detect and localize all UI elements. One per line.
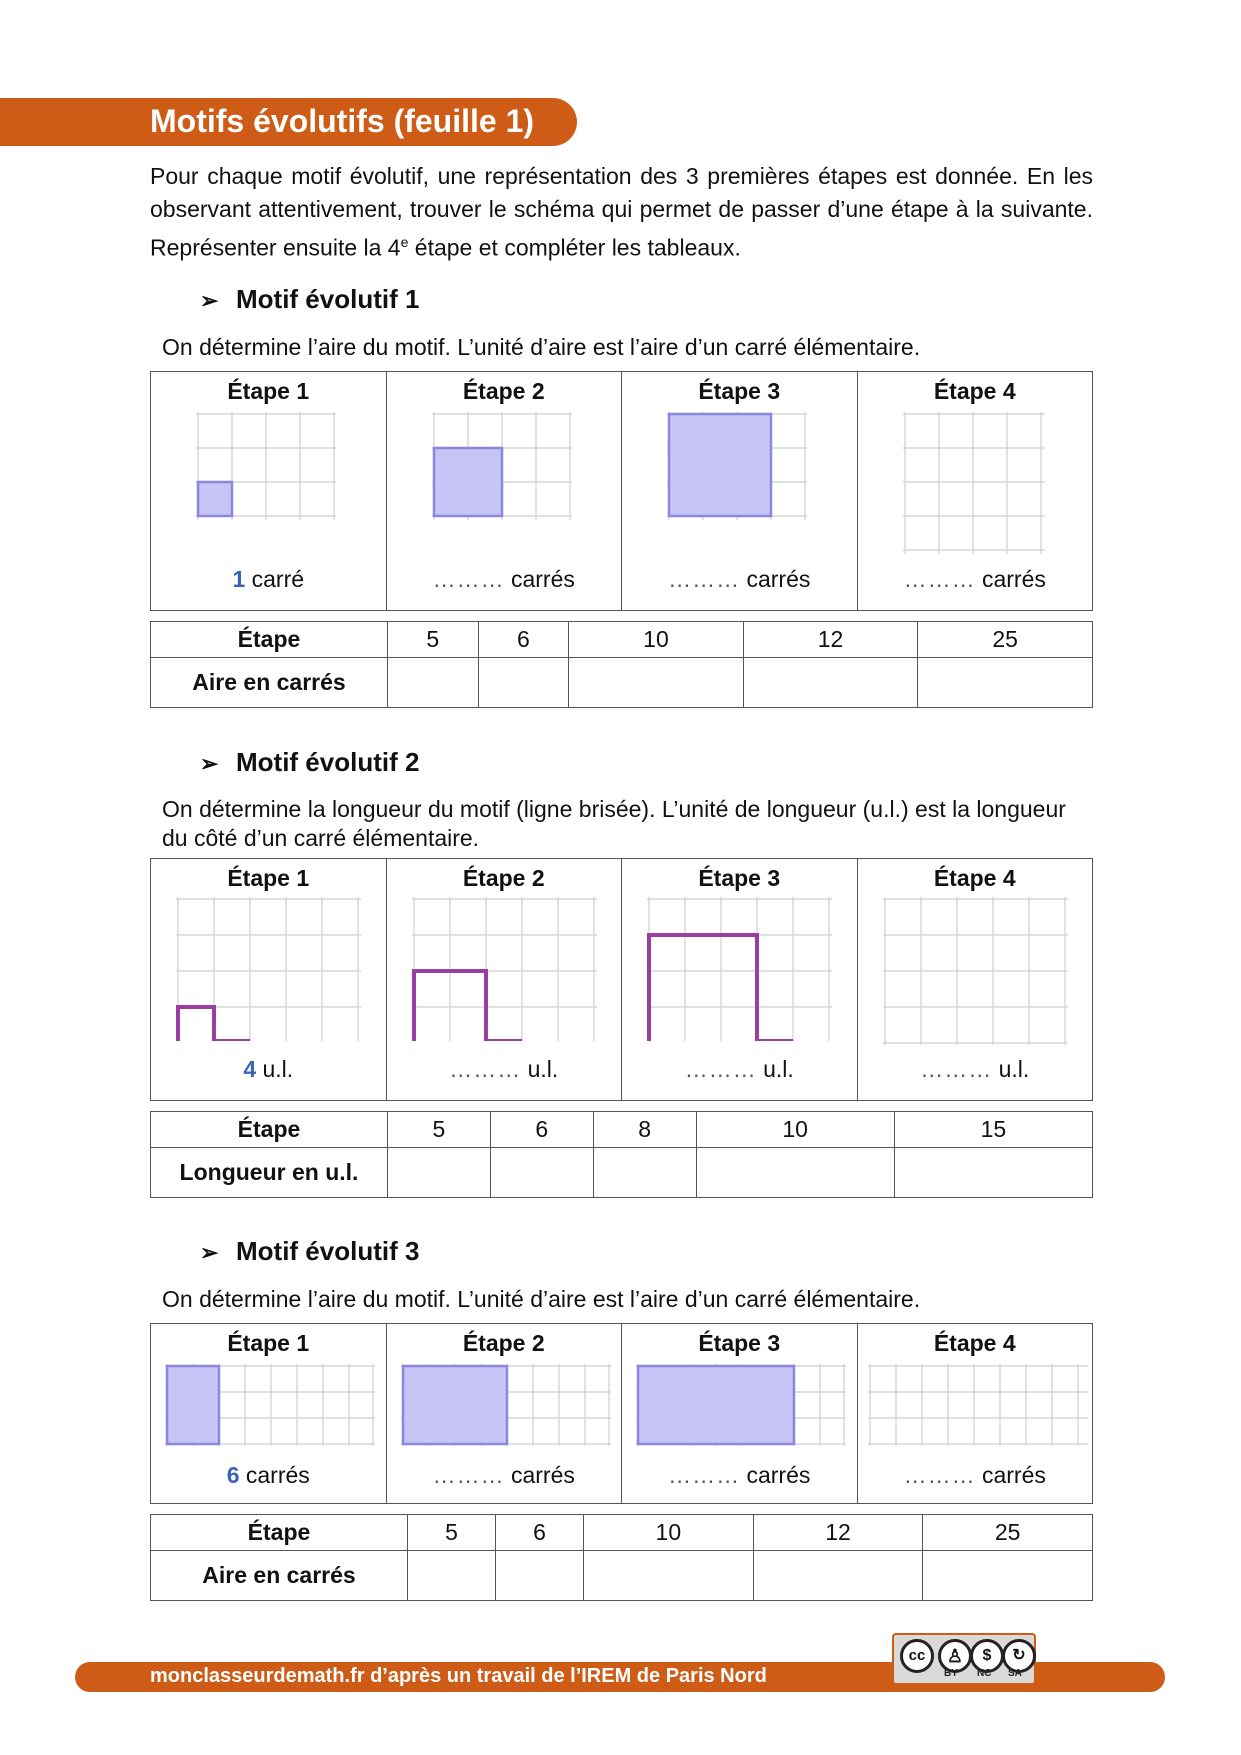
license-label: SA xyxy=(1008,1668,1022,1679)
stage-unit: carrés xyxy=(746,1462,811,1488)
page-title: Motifs évolutifs (feuille 1) xyxy=(150,103,535,139)
stage-cell xyxy=(386,1324,622,1504)
stage-unit: carrés xyxy=(510,566,575,592)
values-table xyxy=(150,621,1093,708)
row-header: Aire en carrés xyxy=(151,658,388,708)
stage-label: Étape 3 xyxy=(698,378,781,404)
noncommercial-icon: $ xyxy=(970,1639,1004,1673)
stage-cell xyxy=(622,859,858,1101)
stage-unit: u.l. xyxy=(527,1056,559,1082)
answer-cell[interactable] xyxy=(593,1148,696,1198)
section-heading xyxy=(200,1236,419,1267)
footer-credit: monclasseurdemath.fr d’après un travail de l’IREM de Paris Nord xyxy=(150,1665,767,1687)
stage-label: Étape 1 xyxy=(227,1330,310,1356)
stage-unit: u.l. xyxy=(998,1056,1030,1082)
answer-cell[interactable] xyxy=(478,658,569,708)
answer-cell[interactable] xyxy=(388,1148,491,1198)
answer-blank[interactable]: ……… xyxy=(668,566,741,592)
answer-blank[interactable]: ……… xyxy=(668,1462,741,1488)
answer-cell[interactable] xyxy=(696,1148,894,1198)
stage-caption xyxy=(622,566,857,593)
stage-label: Étape 3 xyxy=(698,865,781,891)
step-number: 25 xyxy=(918,622,1093,658)
answer-cell[interactable] xyxy=(388,658,479,708)
answer-cell[interactable] xyxy=(894,1148,1092,1198)
arrowhead-bullet-icon: ➢ xyxy=(200,751,219,776)
grid-figure xyxy=(667,412,807,520)
row-header: Aire en carrés xyxy=(151,1551,408,1601)
stage-unit: carré xyxy=(251,566,305,592)
stage-cell xyxy=(857,1324,1093,1504)
instructions-text: Pour chaque motif évolutif, une représentation des 3 premières étapes est donnée. En les observant attentivement, trouver le schéma qui permet de passer d’une étape à la suivante. Représenter ensuite la 4 xyxy=(150,163,1093,261)
cc-icon: cc xyxy=(900,1639,934,1673)
grid-figure[interactable] xyxy=(868,1364,1088,1446)
stage-value: 1 xyxy=(232,566,246,592)
stages-table xyxy=(150,858,1093,1101)
grid-figure[interactable] xyxy=(903,412,1045,554)
answer-blank[interactable]: ……… xyxy=(903,566,976,592)
answer-blank[interactable]: ……… xyxy=(903,1462,976,1488)
stage-label: Étape 4 xyxy=(933,1330,1016,1356)
license-label: NC xyxy=(977,1668,992,1679)
grid-figure xyxy=(636,1364,846,1446)
stage-unit: carrés xyxy=(981,566,1046,592)
stage-cell xyxy=(622,372,858,611)
arrowhead-bullet-icon: ➢ xyxy=(200,288,219,313)
stage-label: Étape 3 xyxy=(698,1330,781,1356)
stage-cell xyxy=(386,372,622,611)
row-header: Étape xyxy=(151,1515,408,1551)
stage-value: 6 xyxy=(226,1462,240,1488)
superscript: e xyxy=(400,234,409,250)
step-number: 25 xyxy=(923,1515,1093,1551)
row-header: Étape xyxy=(151,622,388,658)
stages-table xyxy=(150,1323,1093,1504)
stage-caption xyxy=(858,1056,1093,1083)
section-description: On détermine l’aire du motif. L’unité d’aire est l’aire d’un carré élémentaire. xyxy=(162,1286,921,1312)
grid-figure xyxy=(412,897,597,1041)
section-heading-text: Motif évolutif 1 xyxy=(236,284,420,314)
by-person-icon: ♙ xyxy=(938,1639,972,1673)
stage-unit: u.l. xyxy=(763,1056,794,1082)
step-number: 10 xyxy=(569,622,744,658)
answer-cell[interactable] xyxy=(918,658,1093,708)
row-header: Étape xyxy=(151,1112,388,1148)
stage-label: Étape 1 xyxy=(227,865,310,891)
stage-label: Étape 4 xyxy=(933,865,1016,891)
step-number: 6 xyxy=(490,1112,593,1148)
stage-cell xyxy=(151,859,387,1101)
stage-cell xyxy=(151,1324,387,1504)
step-number: 15 xyxy=(894,1112,1092,1148)
values-table xyxy=(150,1111,1093,1198)
stage-label: Étape 1 xyxy=(227,378,310,404)
section-heading xyxy=(200,284,419,315)
instructions xyxy=(150,160,1093,265)
instructions-text-end: étape et compléter les tableaux. xyxy=(408,234,741,261)
stage-caption xyxy=(151,1056,386,1083)
step-number: 12 xyxy=(743,622,918,658)
stage-label: Étape 2 xyxy=(462,378,545,404)
stages-table xyxy=(150,371,1093,611)
answer-cell[interactable] xyxy=(584,1551,754,1601)
section-heading-text: Motif évolutif 3 xyxy=(236,1236,420,1266)
stage-caption xyxy=(151,566,386,593)
grid-figure xyxy=(401,1364,611,1446)
step-number: 10 xyxy=(696,1112,894,1148)
stage-cell xyxy=(857,859,1093,1101)
answer-cell[interactable] xyxy=(923,1551,1093,1601)
stage-cell xyxy=(386,859,622,1101)
section-description: On détermine la longueur du motif (ligne brisée). L’unité de longueur (u.l.) est la longueur du côté d’un carré élémentaire. xyxy=(162,796,1066,851)
stage-unit: carrés xyxy=(510,1462,575,1488)
grid-figure xyxy=(165,1364,375,1446)
stage-unit: carrés xyxy=(245,1462,310,1488)
step-number: 10 xyxy=(584,1515,754,1551)
step-number: 12 xyxy=(753,1515,923,1551)
stage-value: 4 xyxy=(243,1056,257,1082)
answer-cell[interactable] xyxy=(408,1551,496,1601)
answer-blank[interactable]: ……… xyxy=(432,566,505,592)
step-number: 6 xyxy=(478,622,569,658)
stage-cell xyxy=(151,372,387,611)
stage-caption xyxy=(387,1462,622,1489)
section-heading-text: Motif évolutif 2 xyxy=(236,747,420,777)
arrowhead-bullet-icon: ➢ xyxy=(200,1240,219,1265)
step-number: 8 xyxy=(593,1112,696,1148)
title-banner xyxy=(0,98,577,146)
sharealike-icon: ↻ xyxy=(1002,1639,1036,1673)
answer-cell[interactable] xyxy=(569,658,744,708)
answer-cell[interactable] xyxy=(743,658,918,708)
answer-cell[interactable] xyxy=(496,1551,584,1601)
creative-commons-by-nc-sa-icon xyxy=(892,1633,1036,1685)
stage-caption xyxy=(858,1462,1093,1489)
license-label: BY xyxy=(944,1668,958,1679)
stage-caption xyxy=(622,1056,857,1083)
stage-caption xyxy=(387,566,622,593)
stage-cell xyxy=(622,1324,858,1504)
stage-caption xyxy=(387,1056,622,1083)
grid-figure xyxy=(176,897,361,1041)
stage-label: Étape 2 xyxy=(462,1330,545,1356)
grid-figure xyxy=(196,412,336,520)
step-number: 5 xyxy=(408,1515,496,1551)
values-table xyxy=(150,1514,1093,1601)
answer-blank[interactable]: ……… xyxy=(684,1056,757,1082)
step-number: 6 xyxy=(496,1515,584,1551)
stage-unit: carrés xyxy=(746,566,811,592)
stage-caption xyxy=(622,1462,857,1489)
row-header: Longueur en u.l. xyxy=(151,1148,388,1198)
grid-figure[interactable] xyxy=(883,897,1068,1045)
grid-figure xyxy=(432,412,572,520)
step-number: 5 xyxy=(388,1112,491,1148)
stage-caption xyxy=(858,566,1093,593)
answer-blank[interactable]: ……… xyxy=(449,1056,522,1082)
stage-unit: carrés xyxy=(981,1462,1046,1488)
stage-caption xyxy=(151,1462,386,1489)
stage-label: Étape 4 xyxy=(933,378,1016,404)
grid-figure xyxy=(647,897,832,1041)
stage-unit: u.l. xyxy=(262,1056,294,1082)
stage-cell xyxy=(857,372,1093,611)
answer-cell[interactable] xyxy=(753,1551,923,1601)
step-number: 5 xyxy=(388,622,479,658)
section-description: On détermine l’aire du motif. L’unité d’aire est l’aire d’un carré élémentaire. xyxy=(162,334,921,360)
section-heading xyxy=(200,747,419,778)
answer-blank[interactable]: ……… xyxy=(920,1056,993,1082)
stage-label: Étape 2 xyxy=(462,865,545,891)
answer-blank[interactable]: ……… xyxy=(432,1462,505,1488)
answer-cell[interactable] xyxy=(490,1148,593,1198)
